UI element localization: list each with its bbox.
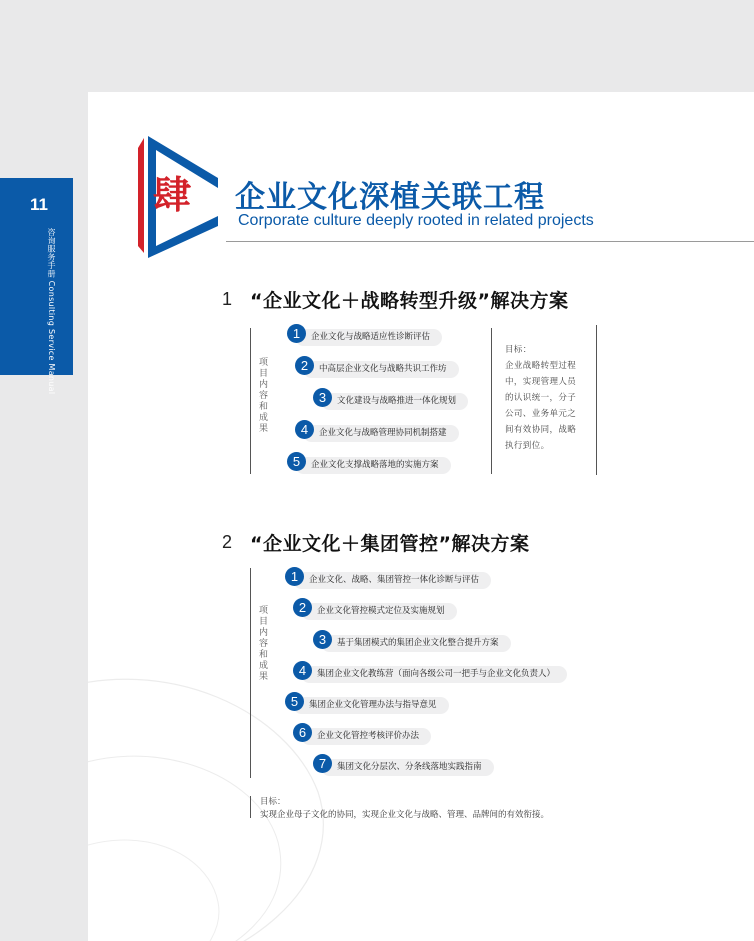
page-number: 11 [30,195,48,214]
section2-label: 项目内容和成果 [258,606,268,682]
list-item-text: 企业文化、战略、集团管控一体化诊断与评估 [293,572,491,589]
list-item-text: 企业文化与战略适应性诊断评估 [295,329,442,346]
list-item-number: 1 [287,324,306,343]
section1-goal-rule-right [596,325,597,475]
list-item-text: 文化建设与战略推进一体化规划 [321,393,468,410]
section2-goal-rule [250,796,251,818]
decorative-swirl [88,652,348,941]
list-item-text: 企业文化与战略管理协同机制搭建 [303,425,459,442]
list-item-number: 4 [293,661,312,680]
section2-left-rule [250,568,251,778]
list-item-number: 1 [285,567,304,586]
list-item-number: 7 [313,754,332,773]
section2-goal-text: 实现企业母子文化的协同，实现企业文化与战略、管理、品牌间的有效衔接。 [260,810,550,820]
title-divider [226,241,754,242]
list-item-number: 3 [313,388,332,407]
section1-number: 1 [222,289,233,309]
section2-number: 2 [222,532,233,552]
list-item-text: 基于集团模式的集团企业文化整合提升方案 [321,635,511,652]
list-item-number: 6 [293,723,312,742]
list-item-text: 集团企业文化管理办法与指导意见 [293,697,449,714]
section2-goal-label: 目标： [260,797,286,807]
page-subtitle: Corporate culture deeply rooted in related projects [238,212,594,229]
side-manual-title: 咨询服务手册 Consulting Service Manual [47,228,56,395]
list-item-number: 2 [295,356,314,375]
section1-goal-rule-left [491,328,492,474]
list-item-text: 集团企业文化教练营（面向各级公司一把手与企业文化负责人） [301,666,567,683]
list-item-text: 企业文化支撑战略落地的实施方案 [295,457,451,474]
list-item-number: 2 [293,598,312,617]
section1-title: “企业文化＋战略转型升级”解决方案 [250,290,569,312]
chapter-mark-icon [138,128,218,263]
section1-goal-text: 企业战略转型过程中，实现管理人员的认识统一，分子公司、业务单元之间有效协同，战略执行到位。 [505,361,577,451]
list-item-text: 企业文化管控模式定位及实施规划 [301,603,457,620]
section1-goal-label: 目标： [505,345,532,355]
list-item-text: 企业文化管控考核评价办法 [301,728,431,745]
list-item-number: 3 [313,630,332,649]
section1-goal [505,342,585,454]
section1-left-rule [250,328,251,474]
list-item-number: 5 [287,452,306,471]
list-item-number: 5 [285,692,304,711]
list-item-text: 中高层企业文化与战略共识工作坊 [303,361,459,378]
list-item-text: 集团文化分层次、分条线落地实践指南 [321,759,494,776]
page-title: 企业文化深植关联工程 [235,180,545,215]
section1-label: 项目内容和成果 [258,358,268,434]
section2-title: “企业文化＋集团管控”解决方案 [250,533,530,555]
list-item-number: 4 [295,420,314,439]
chapter-mark-char: 肆 [152,173,192,217]
